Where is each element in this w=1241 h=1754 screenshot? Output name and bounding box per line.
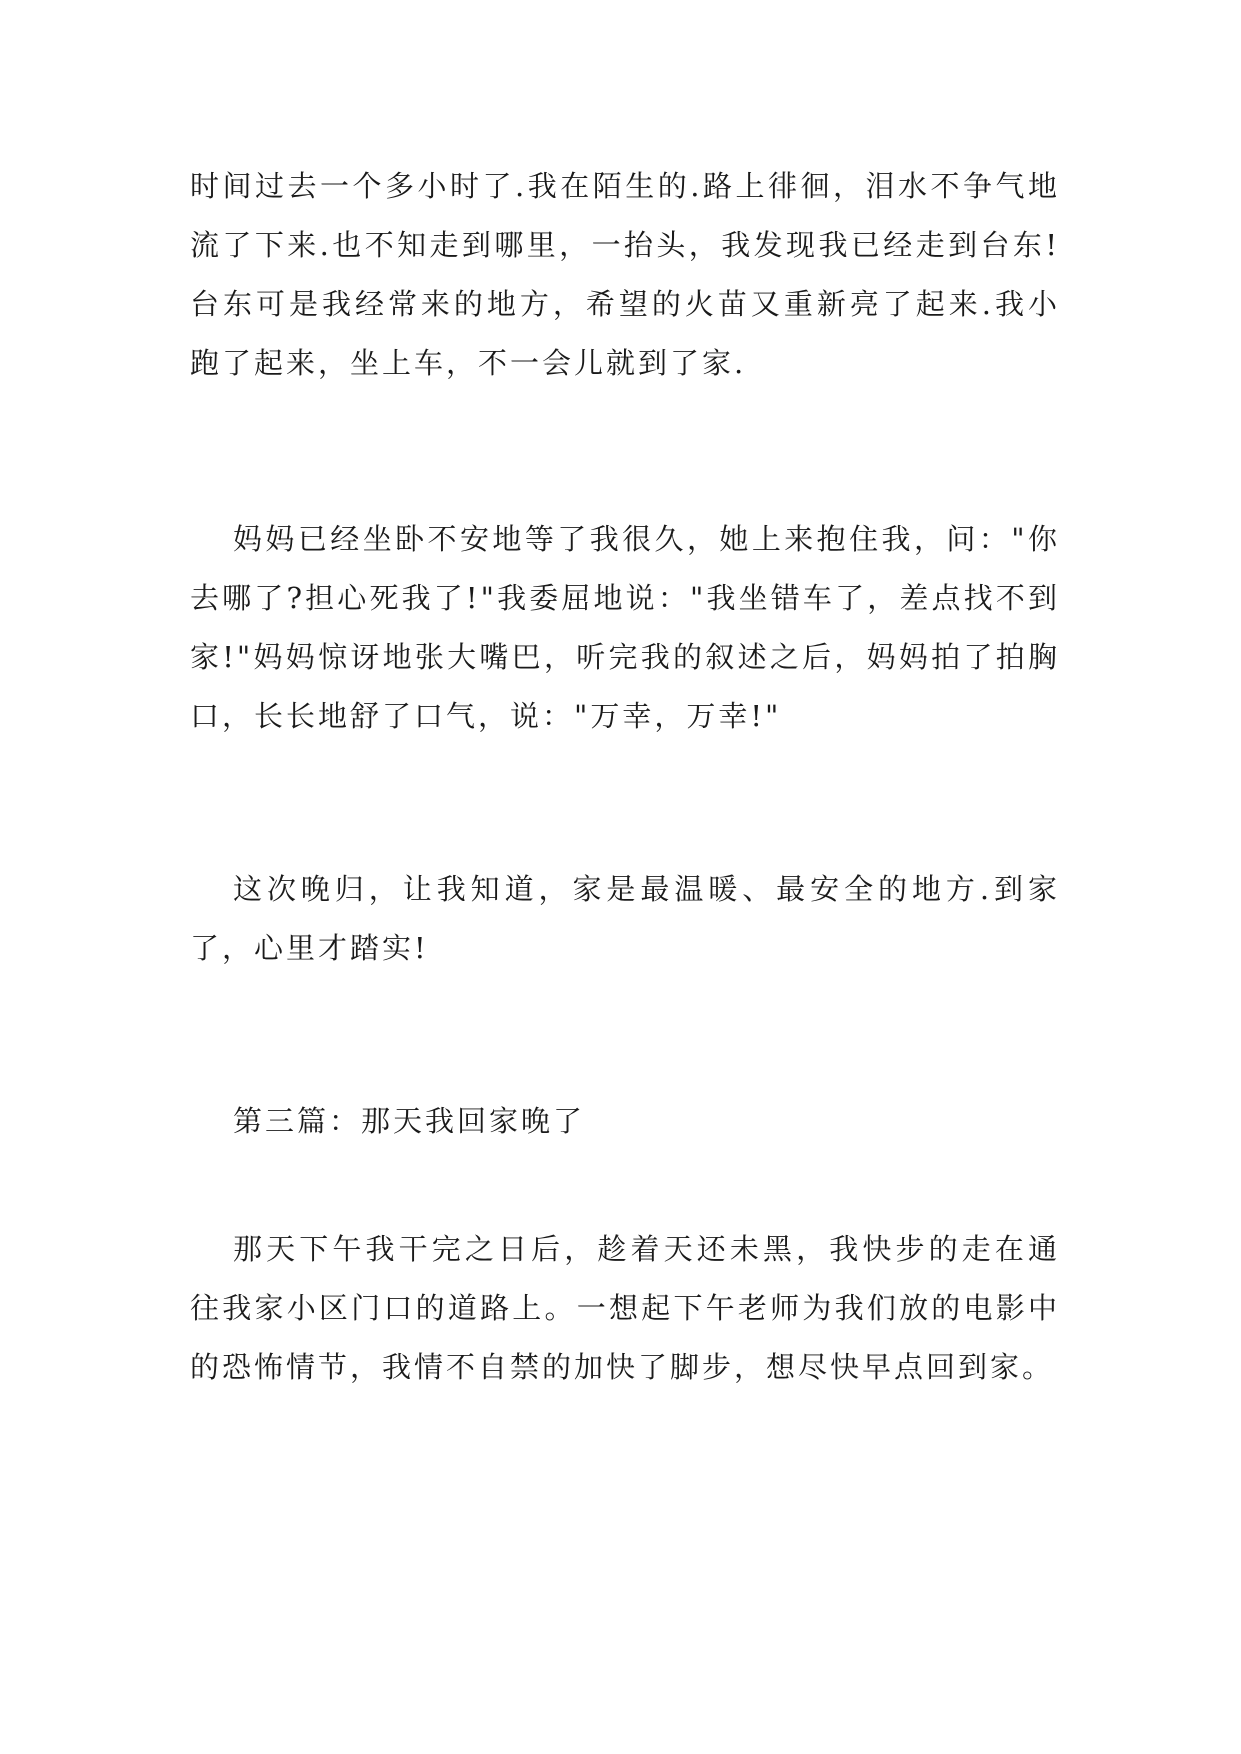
paragraph-1: 时间过去一个多小时了.我在陌生的.路上徘徊，泪水不争气地流了下来.也不知走到哪里，一抬头，我发现我已经走到台东!台东可是我经常来的地方，希望的火苗又重新亮了起来.我小跑了起来，坐上车，不一会儿就到了家. <box>190 169 1060 380</box>
paragraph-5: 那天下午我干完之日后，趁着天还未黑，我快步的走在通往我家小区门口的道路上。一想起下午老师为我们放的电影中的恐怖情节，我情不自禁的加快了脚步，想尽快早点回到家。 <box>190 1232 1060 1384</box>
paragraph-3: 这次晚归，让我知道，家是最温暖、最安全的地方.到家了，心里才踏实! <box>190 872 1060 965</box>
section-heading: 第三篇：那天我回家晚了 <box>233 1104 586 1138</box>
paragraph-2: 妈妈已经坐卧不安地等了我很久，她上来抱住我，问："你去哪了?担心死我了!"我委屈地说："我坐错车了，差点找不到家!"妈妈惊讶地张大嘴巴，听完我的叙述之后，妈妈拍了拍胸口，长长地舒了口气，说："万幸，万幸!" <box>190 522 1060 733</box>
